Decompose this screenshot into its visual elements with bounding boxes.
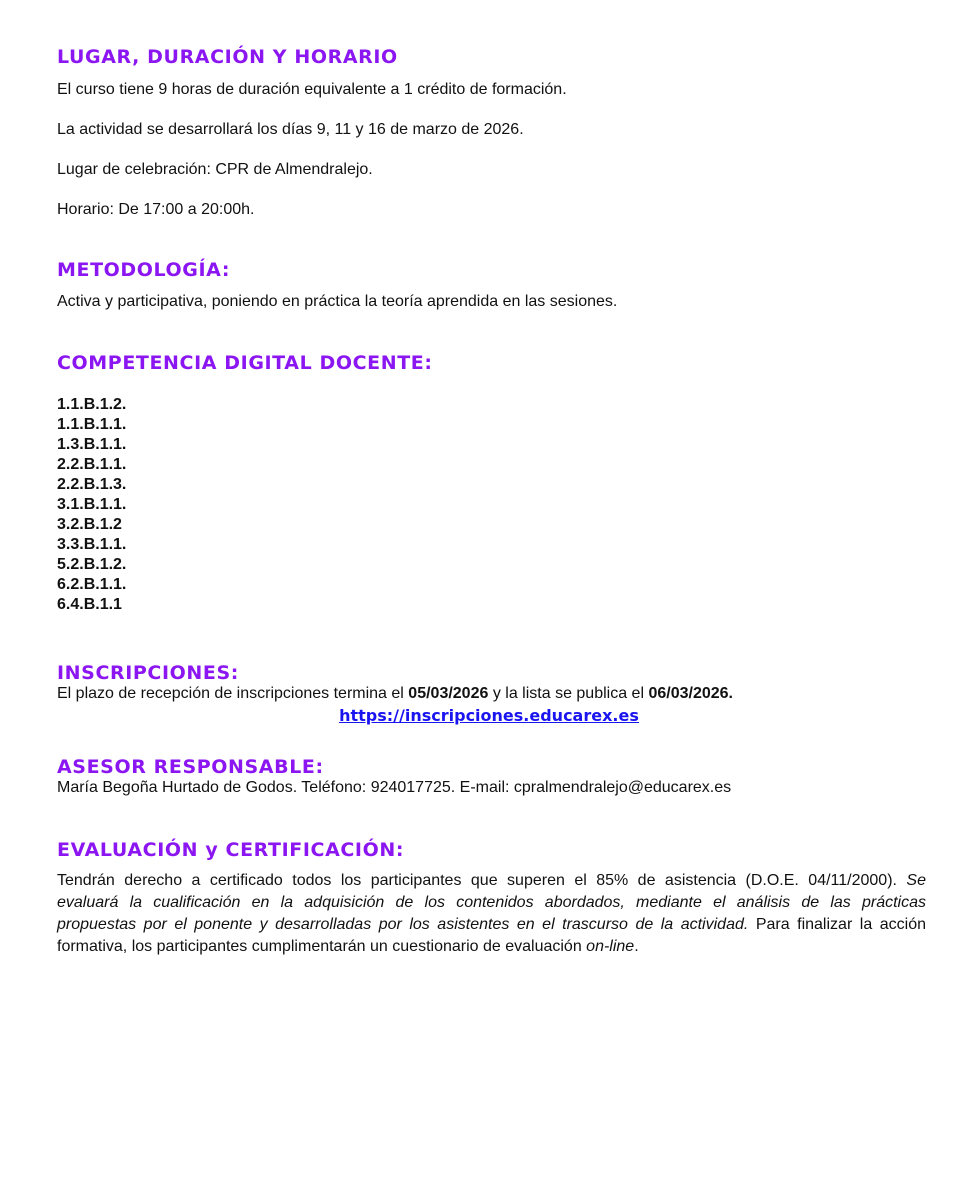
inscripciones-end-date: 05/03/2026 [408, 685, 489, 702]
competencia-code: 2.2.B.1.1. [57, 456, 127, 473]
evaluacion-line-1 [57, 870, 926, 892]
section-title-metodologia: METODOLOGÍA: [57, 259, 231, 281]
section-title-competencia: COMPETENCIA DIGITAL DOCENTE: [57, 352, 433, 374]
evaluacion-paragraph [57, 870, 926, 958]
competencia-code-list [57, 395, 126, 615]
competencia-code: 3.1.B.1.1. [57, 496, 127, 513]
inscripciones-text-b: y la lista se publica el [488, 685, 649, 702]
section-title-evaluacion: EVALUACIÓN y CERTIFICACIÓN: [57, 839, 405, 861]
inscripciones-text [57, 684, 733, 704]
competencia-code: 1.3.B.1.1. [57, 436, 127, 453]
evaluacion-text-italic: propuestas por el ponente y desarrolladas por los asistentes en el trascurso de la actividad. [57, 916, 749, 933]
competencia-code: 1.1.B.1.2. [57, 396, 127, 413]
evaluacion-text-normal: formativa, los participantes cumplimentarán un cuestionario de evaluación [57, 938, 587, 955]
inscripciones-publish-date: 06/03/2026. [648, 685, 733, 702]
competencia-code: 6.4.B.1.1 [57, 596, 122, 613]
inscripciones-link-row [0, 706, 978, 725]
section-title-lugar: LUGAR, DURACIÓN Y HORARIO [57, 46, 398, 68]
evaluacion-line-3 [57, 914, 926, 936]
section-title-asesor: ASESOR RESPONSABLE: [57, 756, 324, 778]
competencia-code: 3.3.B.1.1. [57, 536, 127, 553]
evaluacion-text-normal: Para finalizar la acción [748, 916, 926, 933]
competencia-code: 5.2.B.1.2. [57, 556, 127, 573]
competencia-code: 3.2.B.1.2 [57, 516, 122, 533]
inscripciones-link[interactable]: https://inscripciones.educarex.es [339, 706, 639, 725]
evaluacion-text-end: . [634, 938, 639, 955]
evaluacion-line-2: evaluará la cualificación en la adquisición de los contenidos abordados, mediante el análisis de las prácticas [57, 894, 926, 911]
lugar-dates-text: La actividad se desarrollará los días 9, 11 y 16 de marzo de 2026. [57, 121, 524, 138]
evaluacion-text-normal: Tendrán derecho a certificado todos los participantes que superen el 85% de asistencia (D.O.E. 04/11/2000). [57, 872, 907, 889]
lugar-schedule-text: Horario: De 17:00 a 20:00h. [57, 201, 255, 218]
evaluacion-text-italic: Se [906, 872, 926, 889]
competencia-code: 2.2.B.1.3. [57, 476, 127, 493]
metodologia-text: Activa y participativa, poniendo en práctica la teoría aprendida en las sesiones. [57, 293, 618, 310]
competencia-code: 1.1.B.1.1. [57, 416, 127, 433]
asesor-contact-text: María Begoña Hurtado de Godos. Teléfono: 924017725. E-mail: cpralmendralejo@educarex.es [57, 779, 732, 796]
competencia-code: 6.2.B.1.1. [57, 576, 127, 593]
inscripciones-text-a: El plazo de recepción de inscripciones termina el [57, 685, 409, 702]
evaluacion-online-italic: on-line [586, 938, 635, 955]
lugar-place-text: Lugar de celebración: CPR de Almendralejo. [57, 161, 373, 178]
evaluacion-line-4 [57, 936, 926, 958]
lugar-duration-text: El curso tiene 9 horas de duración equivalente a 1 crédito de formación. [57, 81, 567, 98]
section-title-inscripciones: INSCRIPCIONES: [57, 662, 239, 684]
